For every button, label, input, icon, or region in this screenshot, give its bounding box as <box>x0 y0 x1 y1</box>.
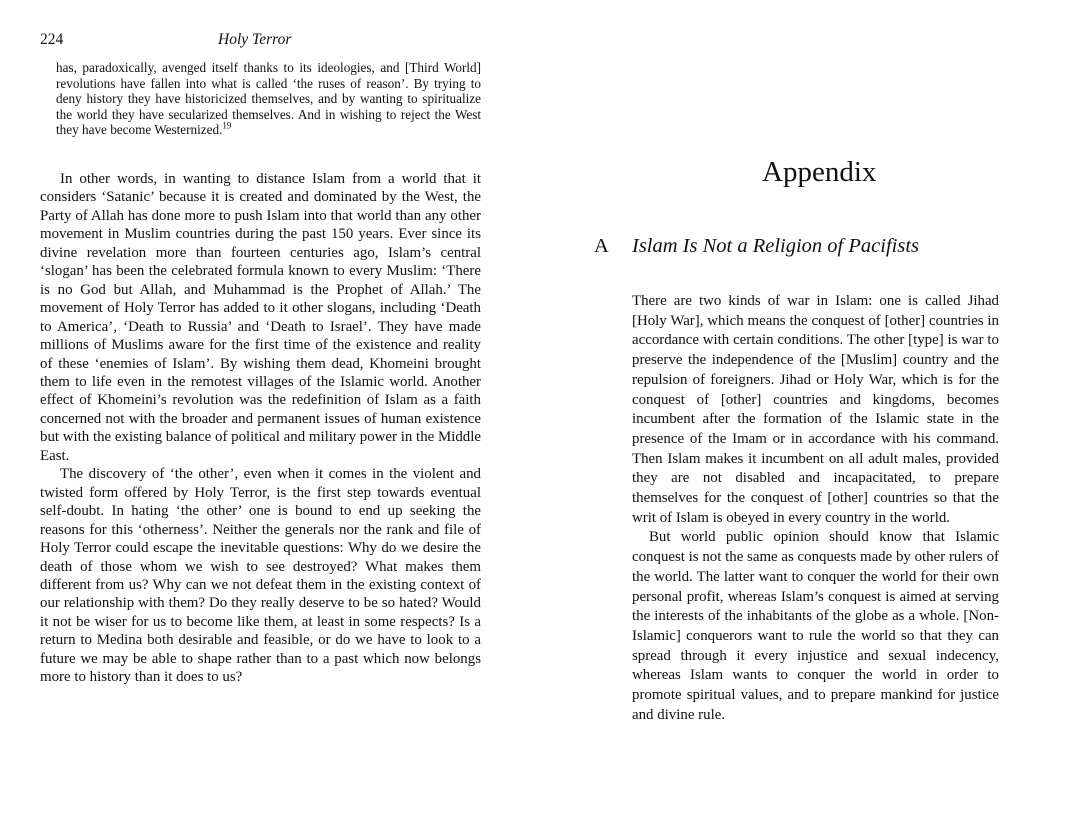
block-quote-text <box>56 60 481 138</box>
appendix-title: Appendix <box>762 156 877 188</box>
paragraph: But world public opinion should know that Islamic conquest is not the same as conquests made by other rulers of the world. The latter want to conquer the world for their own personal profit, whereas Islam’s conquest is aimed at serving the interests of the inhabitants of the globe as a whole. [Non-Islamic] conquerors want to rule the world so that they can spread through it every injustice and sexual indecency, whereas Islam wants to conquer the world in order to promote spiritual values, and to prepare mankind for justice and divine rule. <box>632 529 999 723</box>
right-body-text <box>632 292 999 725</box>
paragraph: In other words, in wanting to distance Islam from a world that it considers ‘Satanic’ because it is created and dominated by the West, the Party of Allah has done more to push Islam into that world than any other movement in Muslim countries during the past 150 years. Ever since its divine revelation more than fourteen centuries ago, Islam’s central ‘slogan’ has been the celebrated formula known to every Muslim: ‘There is no God but Allah, and Muhammad is the Prophet of Allah.’ The movement of Holy Terror has added to it other slogans, including ‘Death to America’, ‘Death to Russia’ and ‘Death to Israel’. They have made millions of Muslims aware for the first time of the existence and reality of these ‘enemies of Islam’. By wishing them dead, Khomeini brought them to life even in the remotest villages of the Islamic world. Another effect of Khomeini’s revolution was the redefinition of Islam as a faith concerned not with the broader and permanent issues of human existence but with the existing balance of political and military power in the Middle East. <box>40 171 481 464</box>
section-title: Islam Is Not a Religion of Pacifists <box>632 235 919 257</box>
left-body-text <box>40 170 481 687</box>
section-heading <box>594 233 1014 259</box>
block-quote-body: has, paradoxically, avenged itself thanks to its ideologies, and [Third World] revolutions have fallen into what is called ‘the ruses of reason’. By trying to deny history they have historicized themselves, and by wanting to spiritualize the world they have secularized themselves. And in wishing to reject the West they have become Westernized. <box>56 60 481 138</box>
footnote-reference: 19 <box>222 120 232 131</box>
block-quote <box>56 60 481 138</box>
running-title: Holy Terror <box>218 31 292 48</box>
paragraph: The discovery of ‘the other’, even when it comes in the violent and twisted form offered by Holy Terror, is the first step towards eventual self-doubt. In hating ‘the other’ one is bound to end up seeking the reasons for this ‘otherness’. Neither the generals nor the rank and file of Holy Terror could escape the inevitable questions: Why do we desire the death of those whom we wish to see destroyed? What makes them different from us? Why can we not defeat them in the existing context of our relationship with them? Do they really deserve to be so hated? Would it not be wiser for us to become like them, at least in some respects? Is a return to Medina both desirable and feasible, or do we have to look to a future we may be able to shape rather than to a past which now belongs more to history than it does to us? <box>40 466 481 686</box>
section-letter: A <box>594 235 609 257</box>
page-number: 224 <box>40 31 64 48</box>
paragraph: There are two kinds of war in Islam: one is called Jihad [Holy War], which means the conquest of [other] countries in accordance with certain conditions. The other [type] is war to preserve the independence of the [Muslim] country and the repulsion of foreigners. Jihad or Holy War, which is for the conquest of [other] countries and kingdoms, becomes incumbent after the formation of the Islamic state in the presence of the Imam or in accordance with his command. Then Islam makes it incumbent on all adult males, provided they are not disabled and incapacitated, to prepare themselves for the conquest of [other] countries so that the writ of Islam is obeyed in every country in the world. <box>632 293 999 526</box>
